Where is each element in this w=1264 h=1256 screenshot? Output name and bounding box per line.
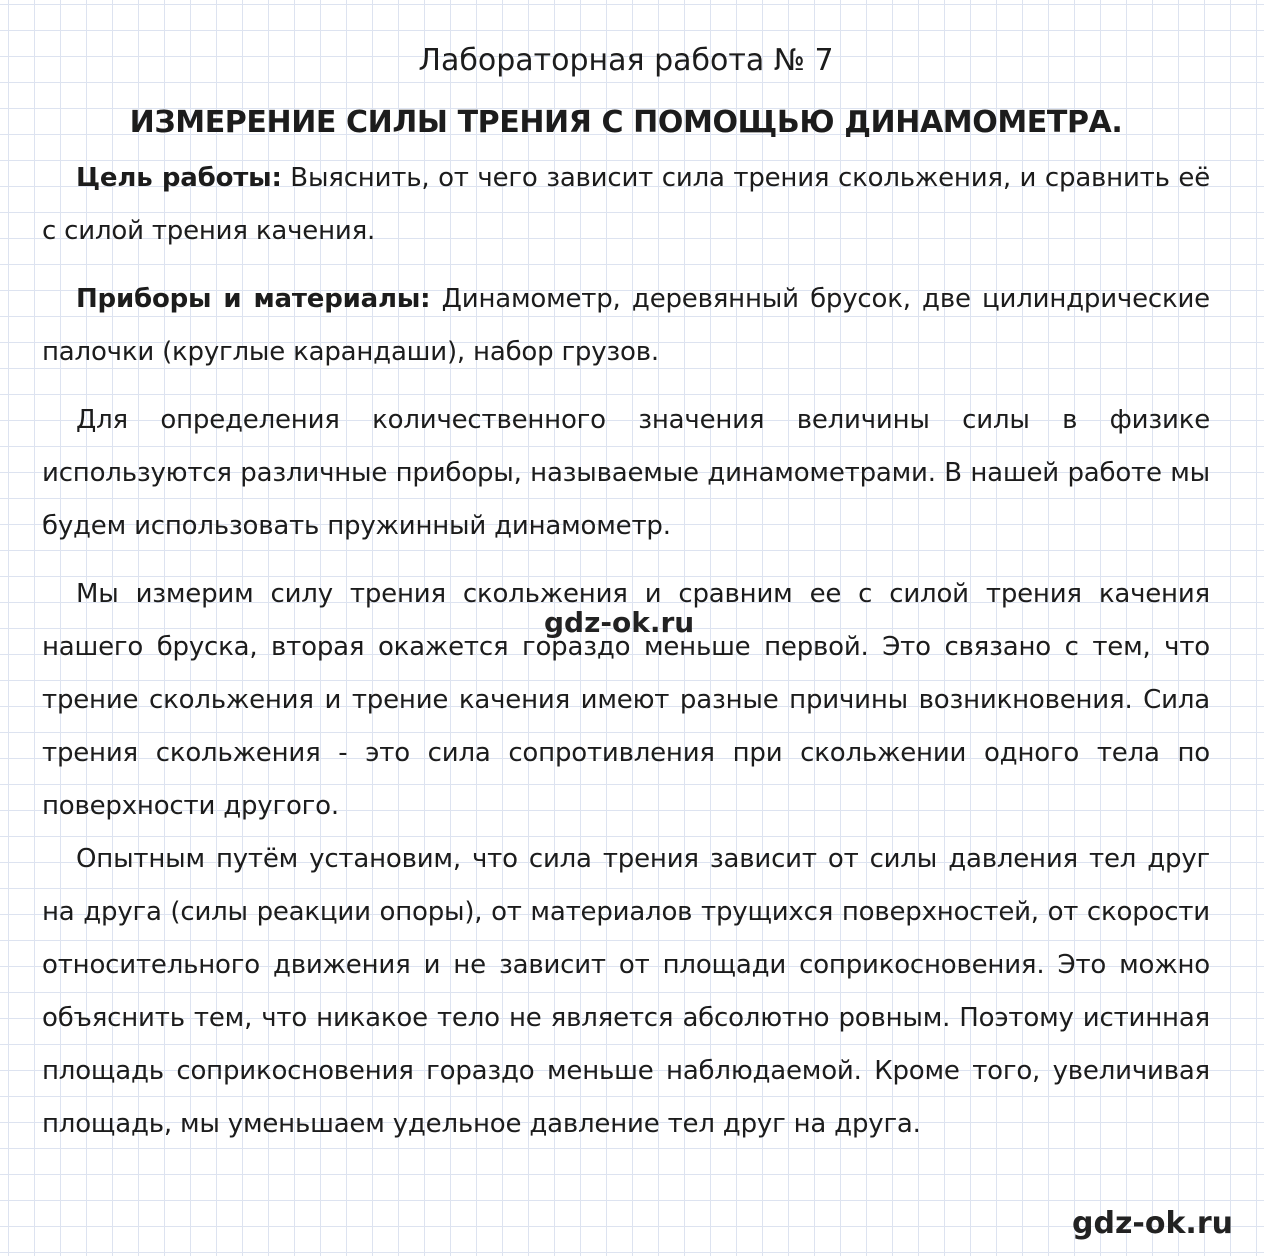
page-subtitle: ИЗМЕРЕНИЕ СИЛЫ ТРЕНИЯ С ПОМОЩЬЮ ДИНАМОМЕТРА.	[129, 105, 1123, 140]
equipment-label: Приборы и материалы:	[76, 284, 431, 314]
goal-paragraph	[42, 152, 1210, 258]
watermark-center: gdz-ok.ru	[544, 606, 695, 639]
watermark-corner: gdz-ok.ru	[1072, 1206, 1233, 1241]
body-paragraph-sliding-friction: Мы измерим силу трения скольжения и сравним ее с силой трения качения нашего бруска, вторая окажется гораздо меньше первой. Это связано с тем, что трение скольжения и трение качения имеют разные причины возникновения. Сила трения скольжения - это сила сопротивления при скольжении одного тела по поверхности другого.	[42, 579, 1210, 821]
document-page	[42, 40, 1210, 1151]
body-paragraph-friction-dependence: Опытным путём установим, что сила трения зависит от силы давления тел друг на друга (силы реакции опоры), от материалов трущихся поверхностей, от скорости относительного движения и не зависит от площади соприкосновения. Это можно объяснить тем, что никакое тело не является абсолютно ровным. Поэтому истинная площадь соприкосновения гораздо меньше наблюдаемой. Кроме того, увеличивая площадь, мы уменьшаем удельное давление тел друг на друга.	[42, 844, 1210, 1139]
goal-text: Выяснить, от чего зависит сила трения скольжения, и сравнить её с силой трения качения.	[42, 163, 1210, 246]
page-title: Лабораторная работа № 7	[418, 43, 834, 78]
equipment-text: Динамометр, деревянный брусок, две цилиндрические палочки (круглые карандаши), набор грузов.	[42, 284, 1210, 367]
body-paragraph-dynamometer: Для определения количественного значения величины силы в физике используются различные приборы, называемые динамометрами. В нашей работе мы будем использовать пружинный динамометр.	[42, 405, 1210, 541]
equipment-paragraph	[42, 273, 1210, 379]
goal-label: Цель работы:	[76, 163, 282, 193]
